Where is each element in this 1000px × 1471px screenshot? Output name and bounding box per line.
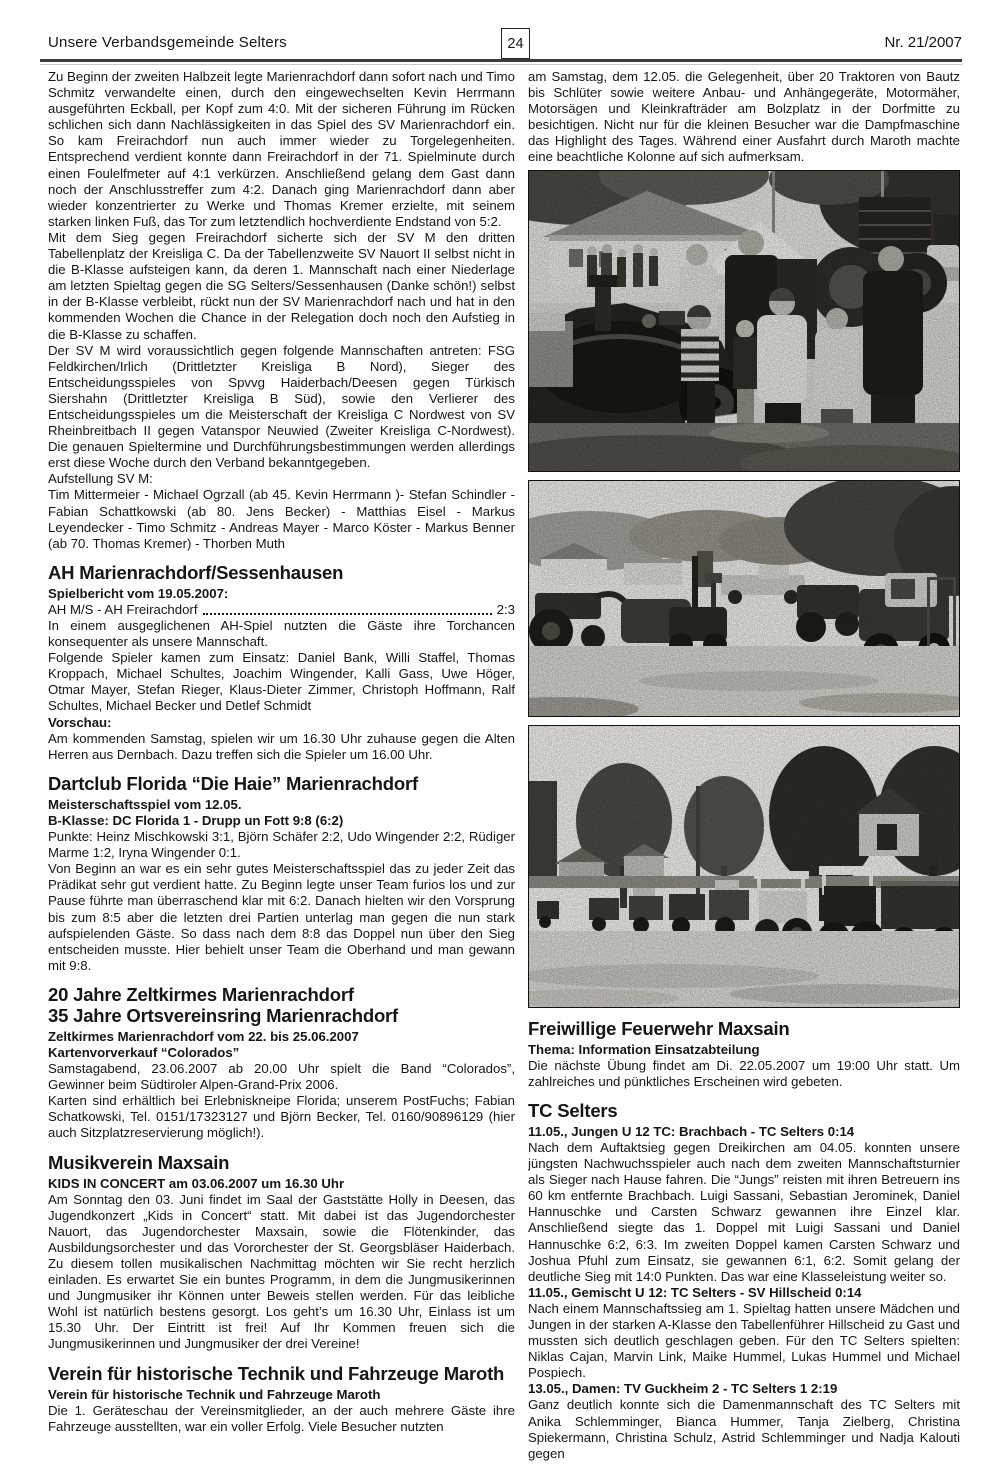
page-number-badge: 24 — [501, 28, 530, 59]
ah-subhead: Spielbericht vom 19.05.2007: — [48, 585, 229, 601]
section-heading-feuerwehr: Freiwillige Feuerwehr Maxsain — [528, 1017, 790, 1039]
ah-score-team: AH M/S - AH Freirachdorf — [48, 601, 198, 617]
photo-exhibition-illustration — [529, 481, 959, 716]
section-heading-zeltkirmes — [48, 984, 515, 1026]
ah-vorschau-text: Am kommenden Samstag, spielen wir um 16.30 Uhr zuhause gegen die Alten Herren aus Dernbach. Dazu treffen sich die Spieler um 16.00 Uhr. — [48, 730, 515, 762]
tc-match3-report: Ganz deutlich konnte sich die Damenmannschaft des TC Selters mit Anika Schlemminger, Bianca Hummer, Tanja Zielberg, Christina Spiekermann, Christina Schulz, Astrid Schlemminger und Nadja Kalouti gegen — [528, 1397, 960, 1461]
page-header — [40, 28, 962, 58]
musik-subhead: KIDS IN CONCERT am 03.06.2007 um 16.30 Uhr — [48, 1175, 345, 1191]
match-report-paragraph: Zu Beginn der zweiten Halbzeit legte Marienrachdorf dann sofort nach und Timo Schmitz verwandelte einen, durch den eingewechselten Kevin Herrmann ausgeführten Eckball, per Kopf zum 4:0. Mit der sicheren Führung im Rücken schlichen sich dann Nachlässigkeiten in das Spiel des SV Marienrachdorf ein. So kam Freirachdorf nun auch immer wieder zu Torgelegenheiten. Entsprechend verdient konnte dann Freirachdorf in der 71. Spielminute durch einen Foulelfmeter auf 4:1 verkürzen. Anschließend gelang dem Gast dann noch der Anschlusstreffer zum 4:2. Danach ging Marienrachdorf dann aber wieder konzentrierter zu Werke und Thomas Kremer erzielte, mit seinem starken linken Fuß, das Tor zum letztendlich hochverdiente Endstand von 5:2. — [48, 69, 515, 229]
section-heading-musikverein: Musikverein Maxsain — [48, 1151, 230, 1173]
issue-number: Nr. 21/2007 — [884, 34, 962, 51]
relegation-paragraph: Der SV M wird voraussichtlich gegen folgende Mannschaften antreten: FSG Feldkirchen/Irlich (Drittletzter Kreisliga B Nord), Sieger des Entscheidungsspieles von Spvvg Haiderbach/Deesen gegen Türkisch Siershahn (Drittletzter Kreisliga B Süd), sowie den Verlierer des Entscheidungsspieles um die Meisterschaft der Kreisliga C Nordwest von SV Rheinbreitbach II gegen Vatanspor Neuwied (Zweiter Kreisliga C-Nordwest). Die genauen Spieltermine und Durchführungsbestimmungen werden allerdings erst diese Woche durch den Verband bekanntgegeben. — [48, 342, 515, 471]
tc-match1-report: Nach dem Auftaktsieg gegen Dreikirchen am 04.05. konnten unsere jüngsten Nachwuchsspieler auch nach dem zweiten Mannschaftsturnier als Sieger nach Hause fahren. Die “Jungs” reisten mit ihren Betreuern ins 60 km entfernte Brachbach. Luigi Sassani, Sebastian Jerominek, Daniel Hannuschke und Carsten Schwarz gewannen ihre Einzel klar. Anschließend siegte das 1. Doppel mit Luigi Sassani und Daniel Hannuschke 6:2, 6:3. Im zweiten Doppel kamen Carsten Schwarz und Joshua Pfuhl zum Einsatz, sie gewannen 6:1, 6:2. Somit gelang der deutliche Sieg mit 14:0 Punkten. Das war eine Klasseleistung weiter so. — [528, 1139, 960, 1284]
section-heading-dartclub: Dartclub Florida “Die Haie” Marienrachdorf — [48, 772, 418, 794]
tc-match2-headline: 11.05., Gemischt U 12: TC Selters - SV Hillscheid 0:14 — [528, 1284, 862, 1300]
right-column — [528, 69, 960, 1471]
kirmes-tickets-paragraph: Karten sind erhältlich bei Erlebniskneipe Florida; unserem PostFuchs; Fabian Schatkowski, Tel. 0151/17323127 und Björn Becker, Tel. 0160/90896129 (hier auch Sitzplatzreservierung möglich!). — [48, 1093, 515, 1141]
standings-paragraph: Mit dem Sieg gegen Freirachdorf sicherte sich der SV M den dritten Tabellenplatz der Kreisliga C. Da der Tabellenzweite SV Nauort II selbst nicht in die B-Klasse aufsteigen kann, da deren 1. Mannschaft nach einer Niederlage am letzten Spieltag gegen die SG Selters/Sessenhausen (Danke schön!) selbst in der B-Klasse verbleibt, rückt nun der SV Marienrachdorf nach und hat in den kommenden Wochen die Chance in der Relegation doch noch den Aufstieg in die B-Klasse zu schaffen. — [48, 229, 515, 342]
ah-report: In einem ausgeglichenen AH-Spiel nutzten die Gäste ihre Torchancen konsequenter als unsere Mannschaft. — [48, 618, 515, 650]
header-rule — [40, 59, 962, 62]
ah-scoreline — [48, 602, 515, 618]
section-heading-tc-selters: TC Selters — [528, 1099, 618, 1121]
section-heading-technik: Verein für historische Technik und Fahrzeuge Maroth — [48, 1362, 505, 1384]
dart-subhead-1: Meisterschaftsspiel vom 12.05. — [48, 796, 242, 812]
feuerwehr-paragraph: Die nächste Übung findet am Di. 22.05.2007 um 19:00 Uhr statt. Um zahlreiches und pünktliches Erscheinen wird gebeten. — [528, 1057, 960, 1089]
dart-points: Punkte: Heinz Mischkowski 3:1, Björn Schäfer 2:2, Udo Wingender 2:2, Rüdiger Marme 1:2, Iryna Wingender 0:1. — [48, 829, 515, 861]
technik-continued-paragraph: am Samstag, dem 12.05. die Gelegenheit, über 20 Traktoren von Bautz bis Schlüter sowie weitere Anbau- und Anhängegeräte, Motormäher, Motorsägen und Kleinkrafträder am Bolzplatz in der Dorfmitte zu besichtigen. Nicht nur für die kleinen Besucher war die Dampfmaschine das Highlight des Tages. Während einer Ausfahrt durch Maroth machte eine beachtliche Kolonne auf sich aufmerksam. — [528, 69, 960, 165]
tc-match3-headline: 13.05., Damen: TV Guckheim 2 - TC Selters 1 2:19 — [528, 1381, 838, 1397]
photo-steam-engine-with-children — [528, 170, 960, 472]
technik-paragraph: Die 1. Geräteschau der Vereinsmitglieder, an der auch mehrere Gäste ihre Fahrzeuge ausstellten, war ein voller Erfolg. Viele Besucher nutzten — [48, 1402, 515, 1434]
zeltkirmes-title-line1: 20 Jahre Zeltkirmes Marienrachdorf — [48, 983, 354, 1005]
photo-vehicle-exhibition-grounds — [528, 480, 960, 717]
photo-lineup-illustration — [529, 726, 959, 1007]
dart-report: Von Beginn an war es ein sehr gutes Meisterschaftsspiel das zu jeder Zeit das Prädikat sehr gut verdient hatte. Zu Beginn legte unser Team furios los und zur Pause führte man überraschend klar mit 6:2. Danach hielten wir den Vorsprung bis zum 8:5 aber die letzten drei Partien unterlag man gegen die nun stark aufspielenden Gäste. So dass nach dem 8:8 das Doppel nun über den Sieg entscheiden musste. Hier behielt unser Team die Oberhand und man gewann mit 9:8. — [48, 861, 515, 973]
kirmes-subhead-2: Kartenvorverkauf “Colorados” — [48, 1044, 240, 1060]
tc-match2-report: Nach einem Mannschaftssieg am 1. Spieltag hatten unsere Mädchen und Jungen in der starken A-Klasse den Tabellenführer Hillscheid zu Gast und mussten sich deutlich geschlagen geben. Für den TC Selters spielten: Niklas Cajan, Marvin Link, Maike Hummel, Lukas Hummel und Michael Pospiech. — [528, 1300, 960, 1381]
header-rule-shadow — [40, 64, 962, 65]
left-column — [48, 69, 515, 1471]
lineup-label: Aufstellung SV M: — [48, 471, 153, 487]
dart-subhead-2: B-Klasse: DC Florida 1 - Drupp un Fott 9:8 (6:2) — [48, 812, 344, 828]
technik-subhead: Verein für historische Technik und Fahrzeuge Maroth — [48, 1386, 381, 1402]
musik-paragraph: Am Sonntag den 03. Juni findet im Saal der Gaststätte Holly in Deesen, das Jugendkonzert „Kids in Concert“ statt. Mit dabei ist das Jugendorchester Nauort, das Jugendorchester Maxsain, sowie die Flötenkinder, das Ausbildungsorchester und das Vororchester der St. Georgsbläser Haiderbach. Zu diesem tollen musikalischen Nachmittag möchten wir Sie recht herzlich einladen. Es erwartet Sie ein buntes Programm, in dem die Jungmusikerinnen und Jungmusiker ihr Können unter Beweis stellen werden. Für das leibliche Wohl ist natürlich bestens gesorgt. Los geht’s um 16.30 Uhr, Einlass ist um 15.30 Uhr. Der Eintritt ist frei! Auf Ihr Kommen freuen sich die Jungmusikerinnen und Jungmusiker der drei Vereine! — [48, 1191, 515, 1352]
kirmes-subhead-1: Zeltkirmes Marienrachdorf vom 22. bis 25.06.2007 — [48, 1028, 359, 1044]
ah-vorschau-label: Vorschau: — [48, 714, 112, 730]
dotted-leader — [203, 613, 492, 615]
ah-score-result: 2:3 — [496, 601, 515, 617]
header-title: Unsere Verbandsgemeinde Selters — [48, 34, 287, 51]
feuerwehr-subhead: Thema: Information Einsatzabteilung — [528, 1041, 760, 1057]
kirmes-band-paragraph: Samstagabend, 23.06.2007 ab 20.00 Uhr spielt die Band “Colorados”, Gewinner beim Südtiroler Alpen-Grand-Prix 2006. — [48, 1061, 515, 1093]
ah-players: Folgende Spieler kamen zum Einsatz: Daniel Bank, Willi Staffel, Thomas Kroppach, Michael Schultes, Joachim Wingender, Kalli Gass, Uwe Höger, Otmar Mayer, Stefan Rieger, Klaus-Dieter Zimmer, Christoph Hoffmann, Ralf Schultes, Michael Becker und Detlef Schmidt — [48, 650, 515, 714]
section-heading-ah: AH Marienrachdorf/Sessenhausen — [48, 561, 344, 583]
zeltkirmes-title-line2: 35 Jahre Ortsvereinsring Marienrachdorf — [48, 1004, 399, 1026]
photo-steam-engine-illustration — [529, 171, 959, 471]
tc-match1-headline: 11.05., Jungen U 12 TC: Brachbach - TC Selters 0:14 — [528, 1123, 855, 1139]
photo-tractor-lineup — [528, 725, 960, 1008]
lineup-paragraph: Tim Mittermeier - Michael Ogrzall (ab 45. Kevin Herrmann )- Stefan Schindler - Fabian Schattkowski (ab 80. Jens Becker) - Matthias Eisel - Markus Leyendecker - Timo Schmitz - Andreas Mayer - Marco Köster - Markus Benner (ab 70. Thomas Kremer) - Thorben Muth — [48, 487, 515, 551]
